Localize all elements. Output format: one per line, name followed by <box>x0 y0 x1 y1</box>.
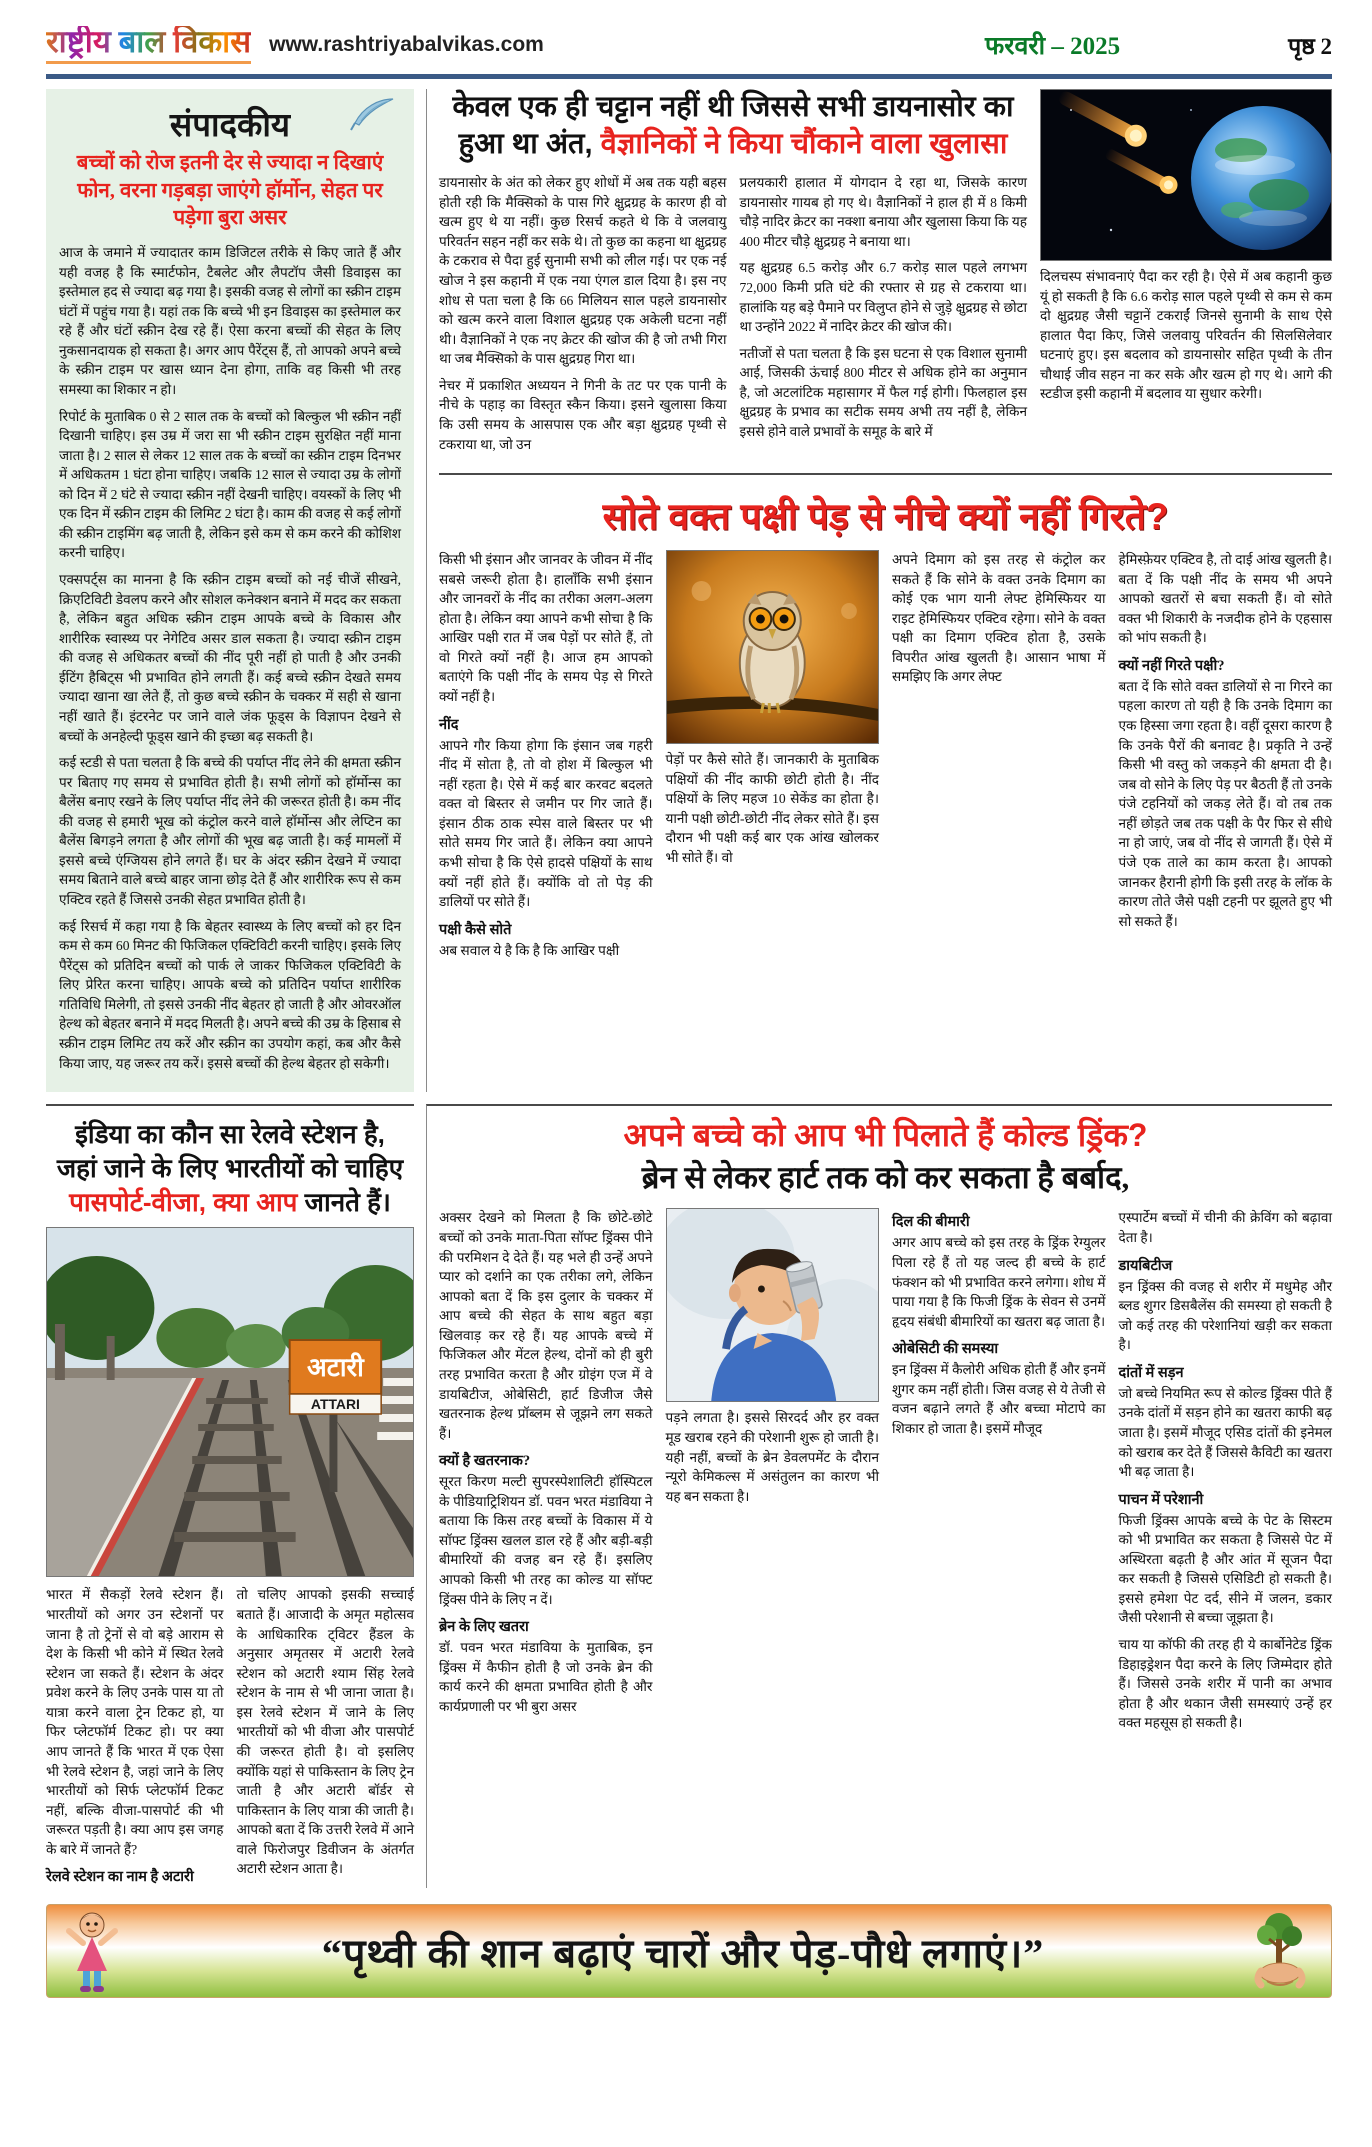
cold-drink-article <box>426 1104 1332 1888</box>
article-subheading: डायबिटीज <box>1118 1257 1173 1274</box>
article-subheading: दिल की बीमारी <box>892 1214 970 1231</box>
editorial-title: संपादकीय <box>169 108 291 144</box>
article-subheading: पक्षी कैसे सोते <box>439 921 512 938</box>
station-sign <box>290 1340 382 1414</box>
bird-column-3 <box>892 550 1106 967</box>
editorial-box <box>46 89 414 1092</box>
boy-drinking-can-image <box>666 1208 880 1402</box>
bird-article <box>439 473 1332 967</box>
website-url: www.rashtriyabalvikas.com <box>269 33 544 56</box>
railway-headline-line3-black: जानते हैं। <box>304 1186 391 1217</box>
article-paragraph: इन ड्रिंक्स की वजह से शरीर में मधुमेह और ब्लड शुगर डिसबैलेंस की समस्या हो सकती है जो कई तरह की परेशानियां खड़ी कर सकता है। <box>1118 1278 1332 1353</box>
article-paragraph: सूरत किरण मल्टी सुपरस्पेशालिटी हॉस्पिटल के पीडियाट्रिशियन डॉ. पवन भरत मंडाविया ने बताया कि किस तरह बच्चों के विकास में ये सॉफ्ट ड्रिंक्स खलल डाल रहे हैं और बड़ी-बड़ी बीमारियों की वजह बन रहे हैं। इसलिए आपको किसी भी तरह का कोल्ड या सॉफ्ट ड्रिंक्स पीने के लिए न दें। <box>439 1474 653 1607</box>
article-paragraph: कई रिसर्च में कहा गया है कि बेहतर स्वास्थ्य के लिए बच्चों को हर दिन कम से कम 60 मिनट की फिजिकल एक्टिविटी करनी चाहिए। इसके लिए पैरेंट्स को प्रतिदिन बच्चों को पार्क ले जाकर फिजिकल एक्टिविटी के लिए प्रेरित करना चाहिए। आपके बच्चे को प्रतिदिन पर्याप्त शारीरिक गतिविधि मिलेगी, तो इससे उनकी नींद बेहतर हो जाती है और ओवरऑल हेल्थ को बेहतर बनाने में मदद मिलती है। अपने बच्चे की उम्र के हिसाब से स्क्रीन टाइम लिमिट तय करें और स्क्रीन का उपयोग कहां, कब और कैसे किया जाए, यह जरूर तय करें। इससे बच्चों की हेल्थ बेहतर हो सकेगी। <box>59 918 401 1071</box>
article-paragraph: नेचर में प्रकाशित अध्ययन ने गिनी के तट पर एक पानी के नीचे के पहाड़ का विस्तृत स्कैन किया। इसने खुलासा किया कि उसी समय के आसपास एक और बड़ा क्षुद्रग्रह पृथ्वी से टकराया था, जो उन <box>439 377 727 452</box>
dinosaur-headline-line2-black: हुआ था अंत, <box>458 128 593 161</box>
article-paragraph: चाय या कॉफी की तरह ही ये कार्बोनेटेड ड्रिंक डिहाइड्रेशन पैदा करने के लिए जिम्मेदार होते हैं। जिससे उनके शरीर में पानी का अभाव होता है और थकान जैसी समस्याएं उन्हें हर वक्त महसूस हो सकती है। <box>1118 1637 1332 1731</box>
svg-text:ATTARI: ATTARI <box>310 1396 360 1413</box>
article-paragraph: दिलचस्प संभावनाएं पैदा कर रही है। ऐसे में अब कहानी कुछ यूं हो सकती है कि 6.6 करोड़ साल पहले पृथ्वी से कम से कम दो क्षुद्रग्रह जैसी चट्टानें टकराईं जिनसे सुनामी के साथ ऐसे हालात पैदा किए, जिसे जलवायु परिवर्तन की सिलसिलेवार घटनाएं हुए। इस बदलाव को डायनासोर सहित पृथ्वी के तीन चौथाई जीव सहन ना कर सके और खत्म हो गए थे। आगे की स्टडीज इसी कहानी में बदलाव या सुधार करेगी। <box>1040 269 1332 402</box>
newspaper-logo: राष्ट्रीय बाल विकास <box>46 26 251 64</box>
cold-drink-headline-red: अपने बच्चे को आप भी पिलाते हैं कोल्ड ड्रिंक? <box>623 1117 1148 1154</box>
article-paragraph: एक्सपर्ट्स का मानना है कि स्क्रीन टाइम बच्चों को नई चीजें सीखने, क्रिएटिविटी डेवलप करने और सोशल कनेक्शन बनाने में मदद कर सकता है, लेकिन बहुत अधिक स्क्रीन टाइम आपके बच्चे के विकास और शारीरिक स्वास्थ्य पर नेगेटिव असर डाल सकता है। ज्यादा स्क्रीन टाइम की वजह से अधिकतर बच्चों की नींद पूरी नहीं हो पाती है और उनकी ईटिंग हैबिट्स भी प्रभावित होने लगती हैं। कई बच्चे स्क्रीन देखते समय ज्यादा खाना खा लेते हैं, तो कुछ बच्चे स्क्रीन के चक्कर में सही से खाना नहीं खाते हैं। इंटरनेट पर जाने वाले जंक फूड्स के विज्ञापन देखने से बच्चों के अनहेल्दी फूड्स खाने की इच्छा बढ़ सकती है। <box>59 572 401 744</box>
dinosaur-headline-line2-red: वैज्ञानिकों ने किया चौंकाने वाला खुलासा <box>592 128 1008 161</box>
article-paragraph: प्रलयकारी हालात में योगदान दे रहा था, जिसके कारण डायनासोर गायब हो गए थे। वैज्ञानिकों ने हाल ही में 8 किमी चौड़े नादिर क्रेटर का नक्शा बनाया और खुलासा किया कि यह 400 मीटर चौड़े क्षुद्रग्रह ने बनाया था। <box>739 175 1027 249</box>
right-top-section <box>426 89 1332 1092</box>
article-paragraph: किसी भी इंसान और जानवर के जीवन में नींद सबसे जरूरी होता है। हालाँकि सभी इंसान और जानवरों के नींद का तरीका अलग-अलग होता है। लेकिन क्या आपने कभी सोचा है कि आखिर पक्षी रात में जब पेड़ों पर सोते हैं, तो वो गिरते क्यों नहीं है। आज हम आपको बताएंगे कि पक्षी नींद के समय पेड़ से गिरते क्यों नहीं है। <box>439 552 653 705</box>
article-paragraph: आपने गौर किया होगा कि इंसान जब गहरी नींद में सोता है, तो वो होश में बिल्कुल भी नहीं रहता है। ऐसे में कई बार करवट बदलते वक्त वो बिस्तर से जमीन पर गिर जाते हैं। इंसान ठीक ठाक स्पेस वाले बिस्तर पर भी सोते समय गिर जाते हैं। लेकिन क्या आपने कभी सोचा है कि ऐसे हादसे पक्षियों के साथ क्यों नहीं होते हैं। क्योंकि वो तो पेड़ की डालियों पर सोते हैं। <box>439 737 653 910</box>
page-number: पृष्ठ 2 <box>1288 34 1332 59</box>
bird-headline: सोते वक्त पक्षी पेड़ से नीचे क्यों नहीं गिरते? <box>602 496 1169 538</box>
railway-headline-line1: इंडिया का कौन सा रेलवे स्टेशन है, <box>75 1119 385 1150</box>
attari-station-image <box>46 1227 414 1577</box>
article-paragraph: भारत में सैकड़ों रेलवे स्टेशन हैं। भारतीयों को अगर उन स्टेशनों पर जाना है तो ट्रेनों से वो बड़े आराम से देश के किसी भी कोने में स्थित रेलवे स्टेशन जा सकते हैं। स्टेशन के अंदर प्रवेश करने के लिए उनके पास या तो यात्रा करने वाला ट्रेन टिकट हो, या फिर प्लेटफॉर्म टिकट हो। पर क्या आप जानते हैं कि भारत में एक ऐसा भी रेलवे स्टेशन है, जहां जाने के लिए भारतीयों को सिर्फ प्लेटफॉर्म टिकट नहीं, बल्कि वीजा-पासपोर्ट की भी जरूरत पड़ती है। क्या आप इस जगह के बारे में जानते हैं? <box>46 1587 224 1857</box>
cold-drink-column-2-text <box>666 1408 880 1506</box>
cold-drink-column-3 <box>892 1208 1106 1739</box>
article-subheading: पाचन में परेशानी <box>1118 1491 1204 1508</box>
dinosaur-article <box>439 89 1332 461</box>
article-paragraph: तो चलिए आपको इसकी सच्चाई बताते हैं। आजादी के अमृत महोत्सव के आधिकारिक ट्विटर हैंडल के अनुसार अमृतसर में अटारी रेलवे स्टेशन को अटारी श्याम सिंह रेलवे स्टेशन के नाम से भी जाना जाता है। इस रेलवे स्टेशन में जाने के लिए भारतीयों को भी वीजा और पासपोर्ट की जरूरत होती है। वो इसलिए क्योंकि यहां से पाकिस्तान के लिए ट्रेन जाती है और अटारी बॉर्डर से पाकिस्तान के लिए यात्रा की जाती है। आपको बता दें कि उत्तरी रेलवे में आने वाले फिरोजपुर डिवीजन के अंतर्गत अटारी स्टेशन आता है। <box>236 1587 414 1877</box>
article-subheading: क्यों नहीं गिरते पक्षी? <box>1118 657 1225 674</box>
article-paragraph: डायनासोर के अंत को लेकर हुए शोधों में अब तक यही बहस होती रही कि मैक्सिको के पास गिरे क्षुद्रग्रह के कारण ही वो खत्म हुए थे या नहीं। कुछ रिसर्च कहते थे कि वे जलवायु परिवर्तन सहन नहीं कर सके थे। तो कुछ का कहना था क्षुद्रग्रह के टकराव से पैदा हुई सुनामी सभी को लील गई। पर एक नई खोज ने इस कहानी में एक नया एंगल डाल दिया है। इस नए शोध से पता चला है कि 66 मिलियन साल पहले डायनासोर को खत्म करने वाला विशाल क्षुद्रग्रह एक अकेली घटना नहीं थी। वैज्ञानिकों ने एक नए क्रेटर की खोज की है जो तभी गिरा था जब मैक्सिको के पास क्षुद्रग्रह गिरा था। <box>439 175 727 367</box>
banner-quote: “पृथ्वी की शान बढ़ाएं चारों और पेड़-पौधे लगाएं।” <box>321 1930 1045 1976</box>
masthead <box>46 26 1332 79</box>
article-paragraph: पड़ने लगता है। इससे सिरदर्द और हर वक्त मूड खराब रहने की परेशानी शुरू हो जाती है। यही नहीं, बच्चों के ब्रेन डेवलपमेंट के दौरान न्यूरो केमिकल्स में असंतुलन का कारण भी यह बन सकता है। <box>665 1410 879 1504</box>
article-paragraph: यह क्षुद्रग्रह 6.5 करोड़ और 6.7 करोड़ साल पहले लगभग 72,000 किमी प्रति घंटे की रफ्तार से ग्रह से टकराया था। हालांकि यह बड़े पैमाने पर विलुप्त होने से जुड़े क्षुद्रग्रह से छोटा था उन्होंने 2022 में नादिर क्रेटर की खोज की। <box>739 260 1027 335</box>
article-paragraph: आज के जमाने में ज्यादातर काम डिजिटल तरीके से किए जाते हैं और यही वजह है कि स्मार्टफोन, टैबलेट और लैपटॉप जैसी डिवाइस का इस्तेमाल हद से ज्यादा बढ़ गया है। इसकी वजह से लोगों का स्क्रीन टाइम घंटों में पहुंच गया है। यहां तक कि बच्चे भी इन डिवाइस का इस्तेमाल कर रहे हैं और घंटों स्क्रीन देख रहे हैं। ऐसा करना बच्चों की सेहत के लिए नुकसानदायक हो सकता है। अगर आप पैरेंट्स हैं, तो आपको अपने बच्चे के स्क्रीन टाइम पर खास ध्यान देना होगा, ताकि वह किसी भी तरह समस्या का शिकार न हो। <box>59 245 401 397</box>
article-paragraph: अगर आप बच्चे को इस तरह के ड्रिंक रेग्युलर पिला रहे हैं तो यह जल्द ही बच्चे के हार्ट फंक्शन को भी प्रभावित करने लगेगा। शोध में पाया गया है कि फिजी ड्रिंक के सेवन से उनमें हृदय संबंधी बीमारियों का खतरा बढ़ जाता है। <box>892 1235 1106 1329</box>
article-paragraph: नतीजों से पता चलता है कि इस घटना से एक विशाल सुनामी आई, जिसकी ऊंचाई 800 मीटर से अधिक होने का अनुमान है, जो अटलांटिक महासागर में फैल गई होगी। फिलहाल इस क्षुद्रग्रह के प्रभाव का सटीक समय अभी तय नहीं है, लेकिन इससे होने वाले प्रभावों के समूह के बारे में <box>739 345 1027 439</box>
dinosaur-headline-line1: केवल एक ही चट्टान नहीं थी जिससे सभी डायनासोर का <box>452 91 1014 123</box>
railway-column-1 <box>46 1585 224 1888</box>
cold-drink-column-1 <box>439 1208 653 1739</box>
bird-column-2 <box>666 550 880 967</box>
article-paragraph: इन ड्रिंक्स में कैलोरी अधिक होती हैं और इनमें शुगर कम नहीं होती। जिस वजह से ये तेजी से वजन बढ़ाने लगते हैं और बच्चा मोटापे का शिकार हो जाता है। इसमें मौजूद <box>892 1362 1106 1436</box>
hand-planting-tree-icon <box>1245 1909 1315 1993</box>
article-subheading: दांतों में सड़न <box>1118 1364 1184 1381</box>
article-paragraph: बता दें कि सोते वक्त डालियों से ना गिरने का पहला कारण तो यही है कि उनके दिमाग का एक हिस्सा जगा रहता है। वहीं दूसरा कारण है कि उनके पैरों की बनावट है। प्रकृति ने उन्हें किसी भी वस्तु को जकड़ने की क्षमता दी है। जब वो सोने के लिए पेड़ पर बैठती हैं तो उनके पंजे टहनियों को जकड़ लेते हैं। वो तब तक नहीं छोड़ते जब तक पक्षी के पैर फिर से सीधे ना हो जाएं, जब वो नींद से जागती हैं। ऐसे में पंजे एक ताले का काम करता है। आपको जानकर हैरानी होगी कि इसी तरह के लॉक के कारण तोते जैसे पक्षी टहनी पर झूलते हुए भी सो सकते हैं। <box>1118 678 1332 929</box>
earth-asteroids-image <box>1040 89 1332 261</box>
dinosaur-headline <box>439 89 1027 163</box>
article-paragraph: पेड़ों पर कैसे सोते हैं। जानकारी के मुताबिक पक्षियों की नींद काफी छोटी होती है। नींद पक्षियों के लिए महज 10 सेकेंड का होता है। यानी पक्षी छोटी-छोटी नींद लेकर सोते हैं। इस दौरान भी पक्षी कई बार एक आंख खोलकर भी सोते हैं। वो <box>665 752 879 865</box>
editorial-body <box>59 243 401 1073</box>
article-subheading: ब्रेन के लिए खतरा <box>439 1619 529 1636</box>
plant-trees-banner <box>46 1904 1332 1998</box>
railway-column-2 <box>237 1585 415 1888</box>
article-subheading: ओबेसिटी की समस्या <box>892 1341 999 1358</box>
dinosaur-column-3 <box>1040 267 1332 404</box>
article-paragraph: डॉ. पवन भरत मंडाविया के मुताबिक, इन ड्रिंक्स में कैफीन होती है जो उनके ब्रेन की कार्य करने की क्षमता प्रभावित होती है और कार्यप्रणाली पर भी बुरा असर <box>439 1640 653 1714</box>
article-paragraph: हेमिस्फ़ेयर एक्टिव है, तो दाई आंख खुलती है। बता दें कि पक्षी नींद के समय भी अपने आपको खतरों से बचा सकती हैं। वो सोते वक्त भी शिकारी के नजदीक होने के एहसास को भांप सकती है। <box>1118 552 1332 646</box>
cold-drink-column-2 <box>666 1208 880 1739</box>
article-subheading: क्यों है खतरनाक? <box>439 1453 531 1470</box>
article-subheading: नींद <box>439 716 459 733</box>
cold-drink-column-4 <box>1119 1208 1333 1739</box>
owl-on-branch-image <box>666 550 880 744</box>
cold-drink-headline-black: ब्रेन से लेकर हार्ट तक को कर सकता है बर्बाद, <box>641 1160 1130 1196</box>
bird-column-2-text <box>666 750 880 867</box>
article-paragraph: अक्सर देखने को मिलता है कि छोटे-छोटे बच्चों को उनके माता-पिता सॉफ्ट ड्रिंक्स पीने की परमिशन दे देते हैं। यह भले ही उन्हें अपने प्यार को दर्शाने का एक तरीका लगे, लेकिन आपको बता दें कि इस दुलार के चक्कर में आप बच्चे की सेहत के साथ बहुत बड़ा खिलवाड़ कर रहे हैं। यह आपके बच्चे में फिजिकल और मेंटल हेल्थ, दोनों को ही बुरी तरह प्रभावित करता है और ग्रोइंग एज में वे डायबिटीज, ओबेसिटी, हार्ट डिजीज जैसे खतरनाक हेल्थ प्रॉब्लम से जूझने लग सकते हैं। <box>439 1210 653 1441</box>
article-paragraph: जो बच्चे नियमित रूप से कोल्ड ड्रिंक्स पीते हैं उनके दांतों में सड़न होने का खतरा काफी बढ़ जाता है। इसमें मौजूद एसिड दांतों की इनेमल को खराब कर देते हैं जिससे कैविटी का खतरा भी बढ़ जाता है। <box>1118 1385 1332 1480</box>
railway-headline <box>46 1118 414 1219</box>
quill-feather-icon <box>349 97 395 131</box>
article-subheading: रेलवे स्टेशन का नाम है अटारी <box>46 1869 194 1886</box>
article-paragraph: एस्पार्टेम बच्चों में चीनी की क्रेविंग को बढ़ावा देता है। <box>1118 1210 1332 1246</box>
main-content <box>46 89 1332 1888</box>
article-paragraph: रिपोर्ट के मुताबिक 0 से 2 साल तक के बच्चों को बिल्कुल भी स्क्रीन नहीं दिखानी चाहिए। इस उम्र में जरा सा भी स्क्रीन टाइम सुरक्षित नहीं माना जाता है। 2 साल से लेकर 12 साल तक के बच्चों का स्क्रीन टाइम दिनभर में अधिकतम 1 घंटा होना चाहिए। जबकि 12 साल से ज्यादा उम्र के लोगों को दिन में 2 घंटे से ज्यादा स्क्रीन नहीं देखनी चाहिए। वयस्कों के लिए भी एक दिन में स्क्रीन टाइम की लिमिट 2 घंटा है। काम की वजह से कई लोगों की स्क्रीन टाइमिंग बढ़ जाती है, लेकिन इसे कम से कम करने की कोशिश करनी चाहिए। <box>59 408 401 561</box>
bird-column-1 <box>439 550 653 967</box>
article-paragraph: अपने दिमाग को इस तरह से कंट्रोल कर सकते हैं कि सोने के वक्त उनके दिमाग का कोई एक भाग यानी लेफ्ट हेमिस्फियर या राइट हेमिस्फियर एक्टिव रहेगा। सोने के वक्त पक्षी का दिमाग एक्टिव होता है, उसके विपरीत आंख खुलती है। आसान भाषा में समझिए कि अगर लेफ्ट <box>892 552 1106 685</box>
railway-headline-line3-red: पासपोर्ट-वीजा, क्या आप <box>69 1186 305 1217</box>
cartoon-child-icon <box>63 1909 121 1993</box>
bird-column-4 <box>1119 550 1333 967</box>
dinosaur-column-1 <box>439 173 727 461</box>
railway-headline-line2: जहां जाने के लिए भारतीयों को चाहिए <box>56 1152 404 1183</box>
article-paragraph: कई स्टडी से पता चलता है कि बच्चे की पर्याप्त नींद लेने की क्षमता स्क्रीन पर बिताए गए समय से प्रभावित होती है। सभी लोगों को हॉर्मोन्स का बैलेंस बनाए रखने के लिए पर्याप्त नींद लेने की जरूरत होती है। कम नींद की वजह से हमारी भूख को कंट्रोल करने वाले हॉर्मोन्स और लेप्टिन का बैलेंस बिगड़ने लगता है और लोगों की भूख बढ़ जाती है। कई मामलों में इससे बच्चे एंग्जियस होने लगते हैं। घर के अंदर स्क्रीन देखने में ज्यादा समय बिताने वाले बच्चे बाहर जाना छोड़ देते हैं और शारीरिक रूप से कम एक्टिव रहते हैं जिससे उनकी सेहत प्रभावित होती है। <box>59 755 401 908</box>
article-paragraph: अब सवाल ये है कि है कि आखिर पक्षी <box>439 942 620 958</box>
editorial-headline: बच्चों को रोज इतनी देर से ज्यादा न दिखाएं फोन, वरना गड़बड़ा जाएंगे हॉर्मोन, सेहत पर पड़ेगा बुरा असर <box>76 152 384 230</box>
issue-date: फरवरी – 2025 <box>985 33 1121 60</box>
railway-article <box>46 1104 414 1888</box>
svg-text:अटारी: अटारी <box>307 1354 364 1383</box>
article-paragraph: फिजी ड्रिंक्स आपके बच्चे के पेट के सिस्टम को भी प्रभावित कर सकता है जिससे पेट में अस्थिरता बढ़ती है और आंत में सूजन पैदा कर सकती है जिससे एसिडिटी हो सकती है। इससे हमेशा पेट दर्द, सीने में जलन, डकार जैसी परेशानी से बच्चा जूझता है। <box>1118 1512 1332 1626</box>
dinosaur-column-2 <box>740 173 1028 461</box>
